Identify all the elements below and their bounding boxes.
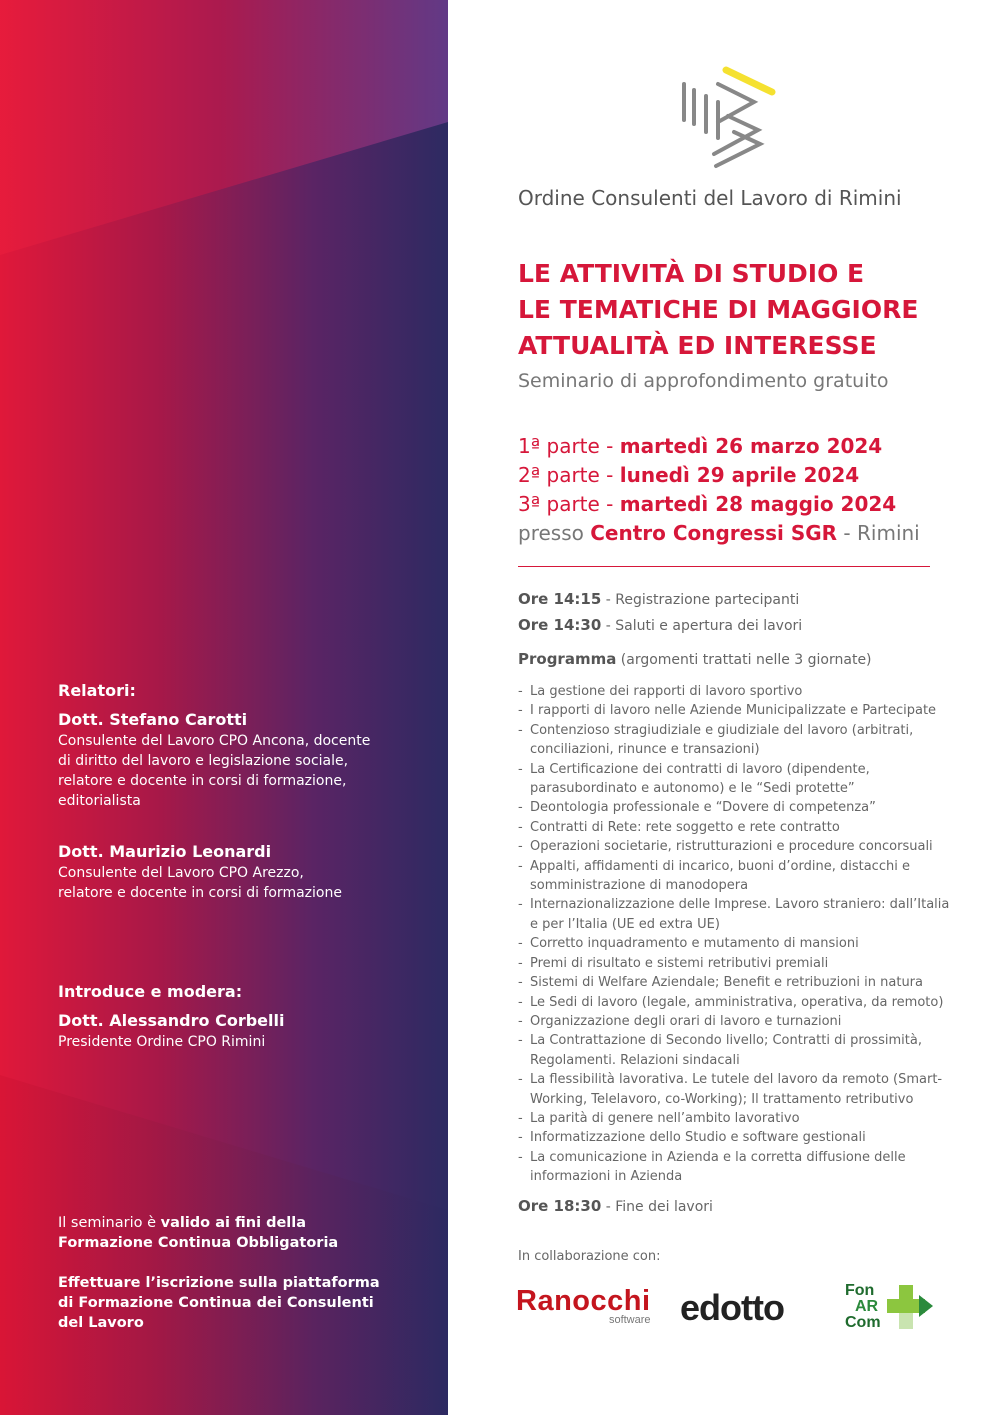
seminar-subtitle: Seminario di approfondimento gratuito xyxy=(518,370,889,392)
moderator-label: Introduce e modera: xyxy=(58,982,243,1001)
venue: presso Centro Congressi SGR - Rimini xyxy=(518,521,920,545)
schedule-end: Ore 18:30 - Fine dei lavori xyxy=(518,1197,713,1215)
list-item: - Le Sedi di lavoro (legale, amministrativa, operativa, da remoto) xyxy=(518,993,958,1012)
session-1: 1ª parte - martedì 26 marzo 2024 xyxy=(518,434,883,458)
schedule-item: Ore 14:30 - Saluti e apertura dei lavori xyxy=(518,616,803,634)
moderator-section xyxy=(58,982,428,1052)
moderator-desc: Presidente Ordine CPO Rimini xyxy=(58,1034,266,1050)
list-item: - Internazionalizzazione delle Imprese. Lavoro straniero: dall’Italia e per l’Italia (UE ed extra UE) xyxy=(518,895,958,934)
list-item: - Informatizzazione dello Studio e software gestionali xyxy=(518,1128,958,1147)
divider xyxy=(518,566,930,567)
schedule-item: Ore 14:15 - Registrazione partecipanti xyxy=(518,590,800,608)
list-item: - Deontologia professionale e “Dovere di competenza” xyxy=(518,798,958,817)
session-dates xyxy=(518,432,920,548)
plus-arrow-icon xyxy=(887,1285,933,1329)
speaker-2 xyxy=(58,842,428,903)
speaker-name: Dott. Maurizio Leonardi xyxy=(58,842,272,861)
moderator-name: Dott. Alessandro Corbelli xyxy=(58,1011,285,1030)
list-item: - Premi di risultato e sistemi retributivi premiali xyxy=(518,954,958,973)
programma-heading: Programma (argomenti trattati nelle 3 giornate) xyxy=(518,650,872,668)
list-item: - La comunicazione in Azienda e la corretta diffusione delle informazioni in Azienda xyxy=(518,1148,958,1187)
session-2: 2ª parte - lunedì 29 aprile 2024 xyxy=(518,463,860,487)
list-item: - Contratti di Rete: rete soggetto e rete contratto xyxy=(518,818,958,837)
speaker-desc-line: Consulente del Lavoro CPO Arezzo, xyxy=(58,865,304,881)
speaker-desc-line: relatore e docente in corsi di formazione xyxy=(58,885,342,901)
edotto-logo: edotto xyxy=(680,1287,784,1328)
speaker-desc-line: di diritto del lavoro e legislazione sociale, xyxy=(58,753,349,769)
speakers-section xyxy=(58,681,428,811)
speaker-desc-line: editorialista xyxy=(58,793,141,809)
list-item: - Contenzioso stragiudiziale e giudiziale del lavoro (arbitrati, conciliazioni, rinunce e transazioni) xyxy=(518,721,958,760)
organization-name: Ordine Consulenti del Lavoro di Rimini xyxy=(518,186,902,210)
fonarcom-logo: Fon AR Com xyxy=(845,1283,935,1333)
collaboration-label: In collaborazione con: xyxy=(518,1249,661,1264)
seminar-title: LE ATTIVITÀ DI STUDIO E LE TEMATICHE DI MAGGIORE ATTUALITÀ ED INTERESSE xyxy=(518,259,919,360)
validity-note: Il seminario è valido ai fini della Formazione Continua Obbligatoria xyxy=(58,1215,339,1251)
list-item: - Sistemi di Welfare Aziendale; Benefit e retribuzioni in natura xyxy=(518,973,958,992)
list-item: - Appalti, affidamenti di incarico, buoni d’ordine, distacchi e somministrazione di manodopera xyxy=(518,857,958,896)
list-item: - La Contrattazione di Secondo livello; Contratti di prossimità, Regolamenti. Relazioni sindacali xyxy=(518,1031,958,1070)
list-item: - Organizzazione degli orari di lavoro e turnazioni xyxy=(518,1012,958,1031)
list-item: - La flessibilità lavorativa. Le tutele del lavoro da remoto (Smart-Working, Telelavoro, co-Working); Il trattamento retributivo xyxy=(518,1070,958,1109)
list-item: - Operazioni societarie, ristrutturazioni e procedure concorsuali xyxy=(518,837,958,856)
list-item: - La Certificazione dei contratti di lavoro (dipendente, parasubordinato e autonomo) e le “Sedi protette” xyxy=(518,760,958,799)
list-item: - La gestione dei rapporti di lavoro sportivo xyxy=(518,682,958,701)
speaker-name: Dott. Stefano Carotti xyxy=(58,710,248,729)
speakers-label: Relatori: xyxy=(58,681,136,700)
ranocchi-logo: Ranocchi software xyxy=(516,1285,651,1326)
registration-note: Effettuare l’iscrizione sulla piattaforma di Formazione Continua dei Consulenti del Lavoro xyxy=(58,1275,380,1331)
speaker-desc-line: relatore e docente in corsi di formazione, xyxy=(58,773,347,789)
list-item: - La parità di genere nell’ambito lavorativo xyxy=(518,1109,958,1128)
speaker-desc-line: Consulente del Lavoro CPO Ancona, docente xyxy=(58,733,371,749)
list-item: - Corretto inquadramento e mutamento di mansioni xyxy=(518,934,958,953)
session-3: 3ª parte - martedì 28 maggio 2024 xyxy=(518,492,897,516)
left-panel xyxy=(0,0,448,1415)
topics-list xyxy=(518,682,958,1187)
list-item: - I rapporti di lavoro nelle Aziende Municipalizzate e Partecipate xyxy=(518,701,958,720)
ordine-logo-icon xyxy=(674,62,784,170)
